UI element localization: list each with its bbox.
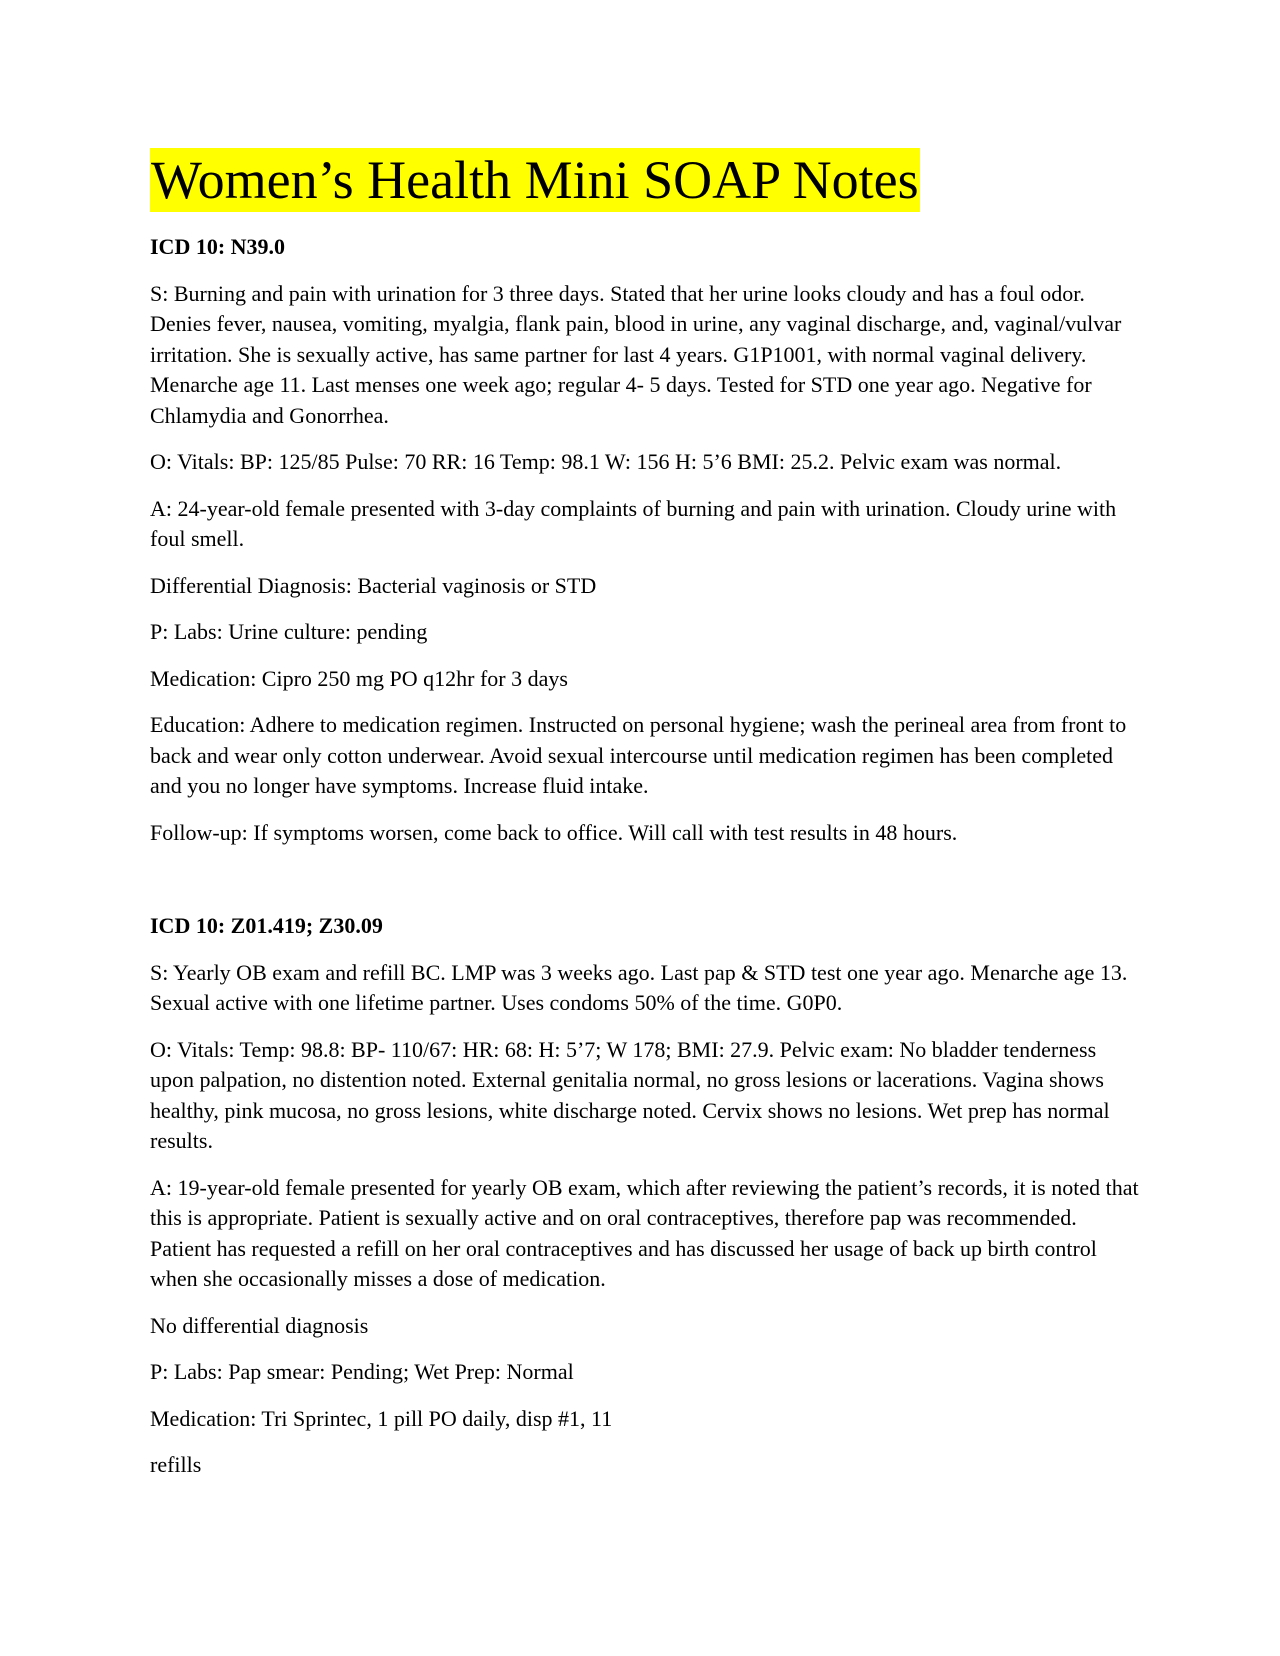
plan-labs: P: Labs: Urine culture: pending: [150, 619, 428, 644]
document-title: Women’s Health Mini SOAP Notes: [151, 150, 919, 210]
plan-labs: P: Labs: Pap smear: Pending; Wet Prep: Normal: [150, 1359, 574, 1384]
differential-diagnosis: No differential diagnosis: [150, 1312, 369, 1338]
refills: refills: [150, 1452, 202, 1477]
icd-code: ICD 10: N39.0: [150, 234, 286, 259]
document-page: [150, 148, 1140, 1497]
objective-paragraph: O: Vitals: Temp: 98.8: BP- 110/67: HR: 68: H: 5’7; W 178; BMI: 27.9. Pelvic exam: No bladder tenderness upon palpation, no distention noted. External genitalia normal, no gross lesions or lacerations. Vagina shows healthy, pink mucosa, no gross lesions, white discharge noted. Cervix shows no lesions. Wet prep has normal results.: [150, 1036, 1110, 1153]
differential-diagnosis: Differential Diagnosis: Bacterial vaginosis or STD: [150, 572, 597, 598]
subjective-paragraph: S: Burning and pain with urination for 3 three days. Stated that her urine looks cloudy and has a foul odor. Denies fever, nausea, vomiting, myalgia, flank pain, blood in urine, any vaginal discharge, and, vaginal/vulvar irritation. She is sexually active, has same partner for last 4 years. G1P1001, with normal vaginal delivery. Menarche age 11. Last menses one week ago; regular 4- 5 days. Tested for STD one year ago. Negative for Chlamydia and Gonorrhea.: [150, 280, 1122, 428]
follow-up: Follow-up: If symptoms worsen, come back to office. Will call with test results in 48 hours.: [150, 819, 958, 845]
soap-note-1: [150, 232, 1140, 848]
objective-paragraph: O: Vitals: BP: 125/85 Pulse: 70 RR: 16 Temp: 98.1 W: 156 H: 5’6 BMI: 25.2. Pelvic exam was normal.: [150, 449, 1062, 474]
section-spacer: [150, 864, 1140, 911]
medication: Medication: Tri Sprintec, 1 pill PO daily, disp #1, 11: [150, 1405, 613, 1431]
assessment-paragraph: A: 24-year-old female presented with 3-day complaints of burning and pain with urination. Cloudy urine with foul smell.: [150, 495, 1117, 551]
medication: Medication: Cipro 250 mg PO q12hr for 3 days: [150, 665, 568, 691]
soap-note-2: [150, 911, 1140, 1481]
assessment-paragraph: A: 19-year-old female presented for yearly OB exam, which after reviewing the patient’s records, it is noted that this is appropriate. Patient is sexually active and on oral contraceptives, therefore pap was recommended. Patient has requested a refill on her oral contraceptives and has discussed her usage of back up birth control when she occasionally misses a dose of medication.: [150, 1174, 1139, 1291]
icd-code: ICD 10: Z01.419; Z30.09: [150, 913, 383, 938]
education: Education: Adhere to medication regimen. Instructed on personal hygiene; wash the perineal area from front to back and wear only cotton underwear. Avoid sexual intercourse until medication regimen has been completed and you no longer have symptoms. Increase fluid intake.: [150, 712, 1127, 798]
subjective-paragraph: S: Yearly OB exam and refill BC. LMP was 3 weeks ago. Last pap & STD test one year ago. Menarche age 13. Sexual active with one lifetime partner. Uses condoms 50% of the time. G0P0.: [150, 959, 1128, 1015]
